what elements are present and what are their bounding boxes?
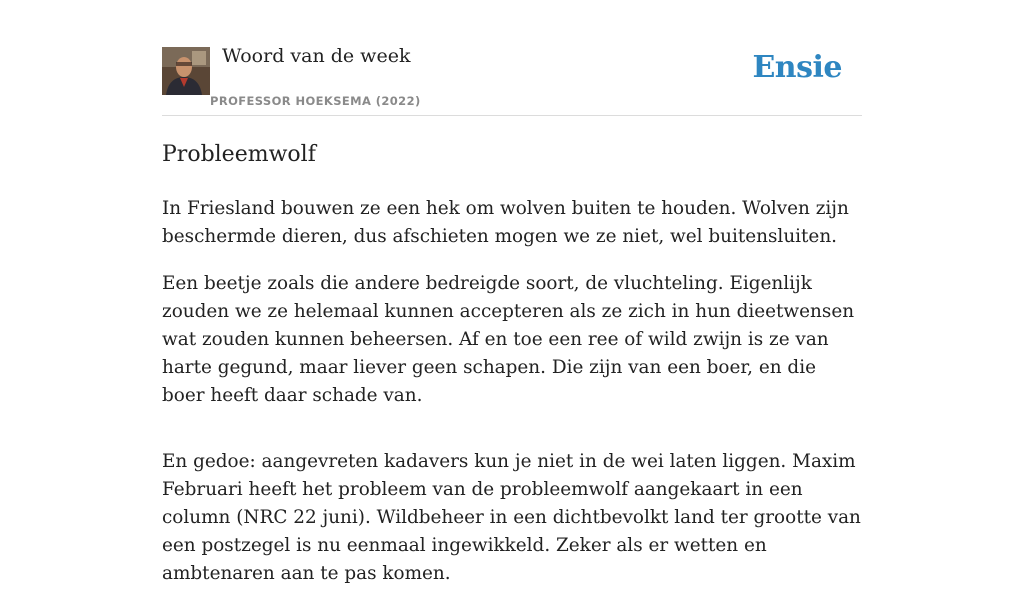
article-paragraph: En gedoe: aangevreten kadavers kun je niet in de wei laten liggen. Maxim Februari heeft het probleem van de probleemwolf aangekaart in een column (NRC 22 juni). Wildbeheer in een dichtbevolkt land ter grootte van een postzegel is nu eenmaal ingewikkeld. Zeker als er wetten en ambtenaren aan te pas komen. xyxy=(162,451,861,584)
blog-title[interactable]: Woord van de week xyxy=(222,45,411,67)
article-heading: Probleemwolf xyxy=(162,142,316,167)
article-card xyxy=(162,0,862,584)
ensie-logo[interactable]: Ensie xyxy=(752,50,842,85)
article-header xyxy=(162,0,862,116)
author-byline[interactable]: PROFESSOR HOEKSEMA (2022) xyxy=(210,94,421,108)
article-paragraph: In Friesland bouwen ze een hek om wolven buiten te houden. Wolven zijn beschermde dieren, dus afschieten mogen we ze niet, wel buitensluiten. xyxy=(162,198,849,247)
article-paragraph: Een beetje zoals die andere bedreigde soort, de vluchteling. Eigenlijk zouden we ze helemaal kunnen accepteren als ze zich in hun dieetwensen wat zouden kunnen beheersen. Af en toe een ree of wild zwijn is ze van harte gegund, maar liever geen schapen. Die zijn van een boer, en die boer heeft daar schade van. xyxy=(162,273,855,406)
author-avatar[interactable] xyxy=(162,47,210,95)
person-photo-icon xyxy=(162,47,210,95)
article-body xyxy=(162,139,862,607)
